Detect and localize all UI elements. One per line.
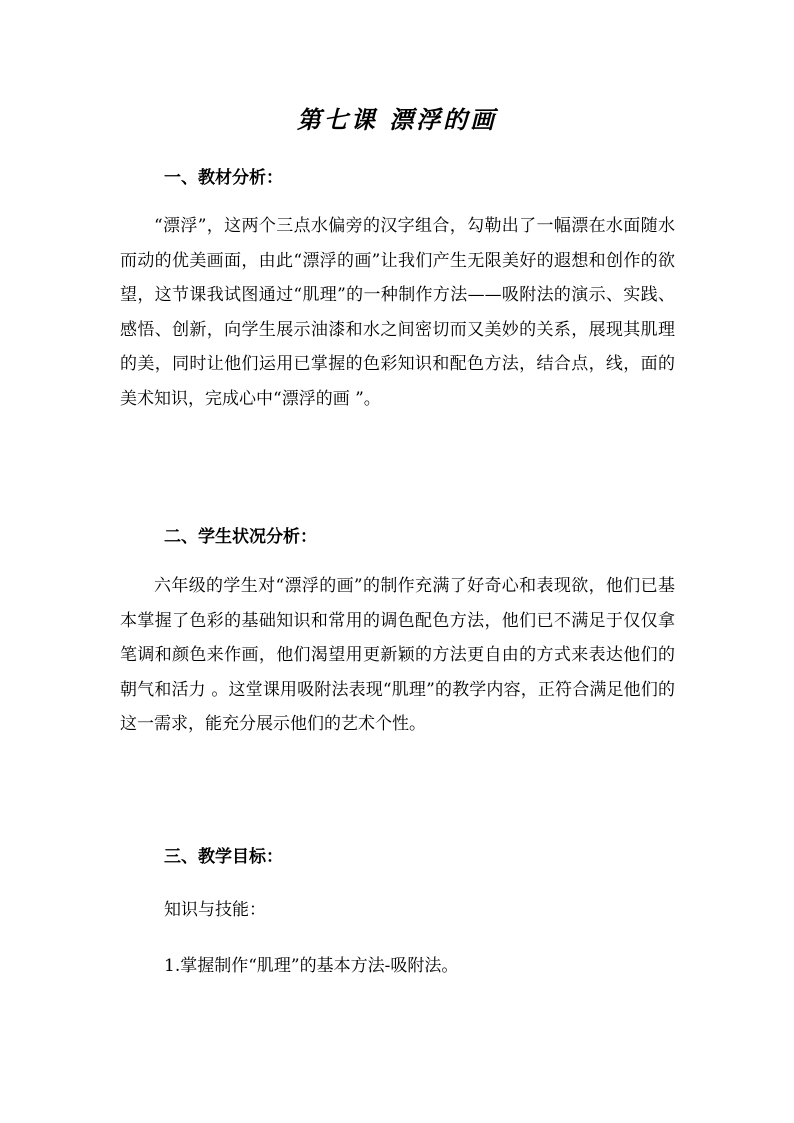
section-heading-1: 一、教材分析： (164, 168, 283, 188)
section-heading-3: 三、教学目标： (164, 847, 283, 867)
section-paragraph-1: “漂浮”，这两个三点水偏旁的汉字组合，勾勒出了一幅漂在水面随水而动的优美画面，由此“漂浮的画”让我们产生无限美好的遐想和创作的欲望，这节课我试图通过“肌理”的一种制作方法——吸附法的演示、实践、感悟、创新，向学生展示油漆和水之间密切而又美妙的关系，展现其肌理的美，同时让他们运用已掌握的色彩知识和配色方法，结合点，线，面的美术知识，完成心中“漂浮的画 ”。 (120, 216, 675, 409)
section-list-item-1: 1.掌握制作“肌理”的基本方法-吸附法。 (164, 956, 459, 976)
page-title: 第七课 漂浮的画 (296, 105, 498, 134)
section-subheading-3: 知识与技能： (164, 900, 266, 920)
section-heading-2: 二、学生状况分析： (164, 527, 317, 547)
section-paragraph-2: 六年级的学生对“漂浮的画”的制作充满了好奇心和表现欲，他们已基本掌握了色彩的基础知识和常用的调色配色方法，他们已不满足于仅仅拿笔调和颜色来作画，他们渴望用更新颖的方法更自由的方式来表达他们的朝气和活力 。这堂课用吸附法表现“肌理”的教学内容，正符合满足他们的这一需求，能充分展示他们的艺术个性。 (120, 576, 675, 734)
